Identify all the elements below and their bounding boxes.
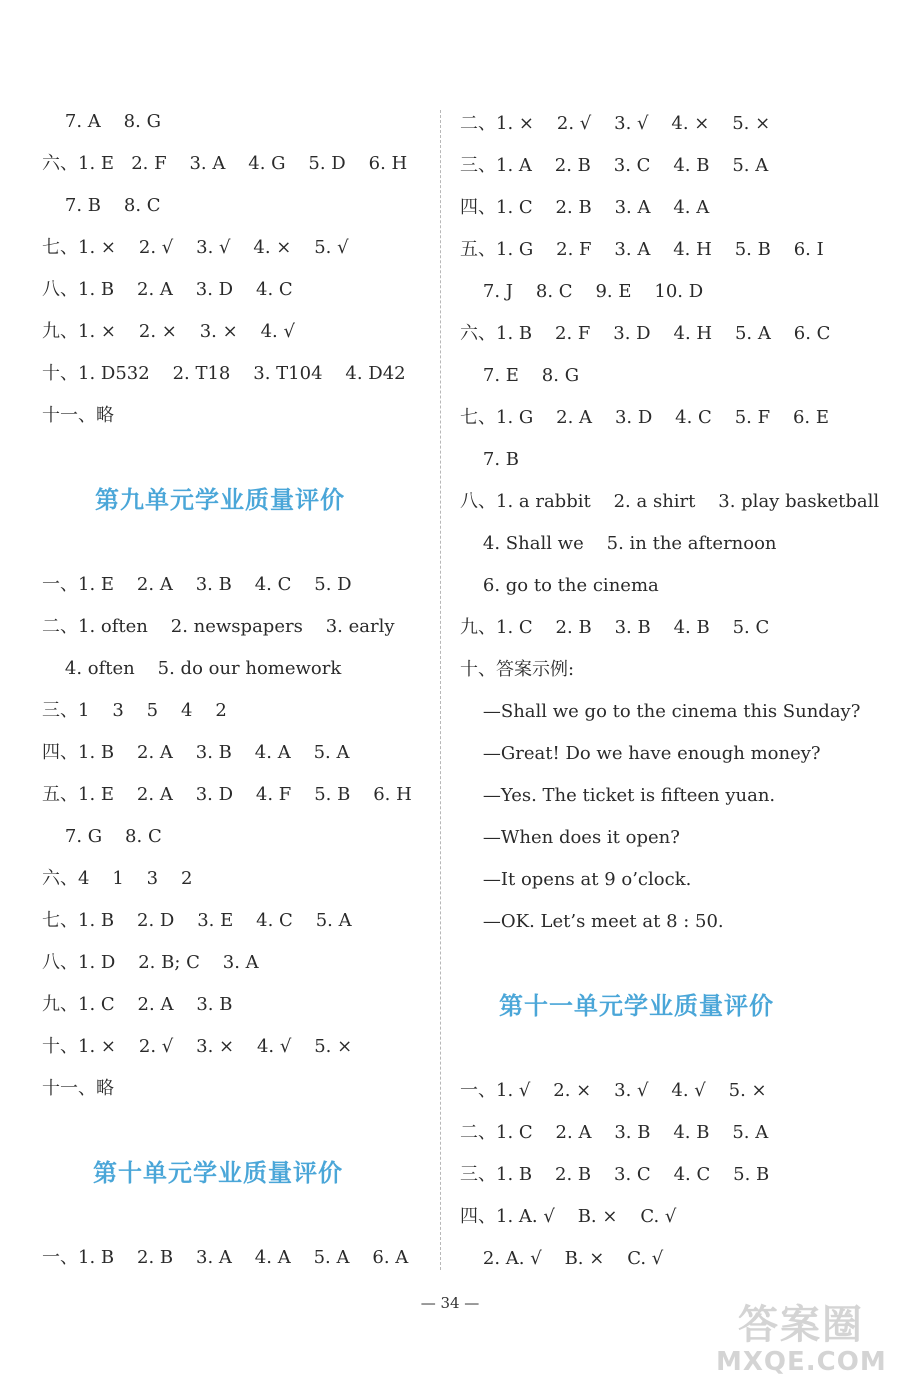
watermark-url: MXQE.COM <box>716 1347 887 1377</box>
answer-line: 五、1. E 2. A 3. D 4. F 5. B 6. H <box>42 784 412 805</box>
watermark-logo <box>716 1302 886 1382</box>
dialogue-line: —OK. Let’s meet at 8 : 50. <box>460 911 724 932</box>
answer-line: 九、1. C 2. A 3. B <box>42 994 233 1015</box>
answer-line: 七、1. B 2. D 3. E 4. C 5. A <box>42 910 352 931</box>
answer-line: 一、1. E 2. A 3. B 4. C 5. D <box>42 574 352 595</box>
answer-line: 八、1. a rabbit 2. a shirt 3. play basketball <box>460 491 880 512</box>
answer-line: 九、1. C 2. B 3. B 4. B 5. C <box>460 617 770 638</box>
answer-line: 十一、略 <box>42 1078 114 1099</box>
dialogue-line: —Shall we go to the cinema this Sunday? <box>460 701 861 722</box>
answer-line: 7. B <box>460 449 520 470</box>
answer-line: 七、1. G 2. A 3. D 4. C 5. F 6. E <box>460 407 830 428</box>
dialogue-line: —When does it open? <box>460 827 680 848</box>
answer-line: 二、1. C 2. A 3. B 4. B 5. A <box>460 1122 769 1143</box>
answer-line: 三、1. A 2. B 3. C 4. B 5. A <box>460 155 769 176</box>
answer-line: 四、1. C 2. B 3. A 4. A <box>460 197 710 218</box>
column-divider <box>440 110 441 1270</box>
answer-line: 4. often 5. do our homework <box>42 658 342 679</box>
dialogue-line: —It opens at 9 o’clock. <box>460 869 692 890</box>
dialogue-line: —Great! Do we have enough money? <box>460 743 821 764</box>
answer-line: 六、1. E 2. F 3. A 4. G 5. D 6. H <box>42 153 408 174</box>
answer-line: 四、1. A. √ B. × C. √ <box>460 1206 677 1227</box>
answer-line: 7. B 8. C <box>42 195 161 216</box>
answer-line: 六、4 1 3 2 <box>42 868 193 889</box>
answer-line: 三、1 3 5 4 2 <box>42 700 227 721</box>
answer-line: 六、1. B 2. F 3. D 4. H 5. A 6. C <box>460 323 831 344</box>
watermark-text: 答案圈 <box>738 1302 864 1348</box>
page-number: — 34 — <box>420 1294 480 1312</box>
section-heading: 第十单元学业质量评价 <box>93 1158 343 1187</box>
answer-line: 二、1. often 2. newspapers 3. early <box>42 616 395 637</box>
answer-line: 4. Shall we 5. in the afternoon <box>460 533 777 554</box>
answer-line: 四、1. B 2. A 3. B 4. A 5. A <box>42 742 350 763</box>
answer-line: 7. G 8. C <box>42 826 162 847</box>
dialogue-line: —Yes. The ticket is fifteen yuan. <box>460 785 776 806</box>
answer-line: 7. A 8. G <box>42 111 161 132</box>
answer-line: 6. go to the cinema <box>460 575 659 596</box>
answer-line: 八、1. B 2. A 3. D 4. C <box>42 279 293 300</box>
answer-line: 二、1. × 2. √ 3. √ 4. × 5. × <box>460 113 771 134</box>
answer-line: 7. J 8. C 9. E 10. D <box>460 281 704 302</box>
answer-line: 7. E 8. G <box>460 365 580 386</box>
answer-line: 十、1. D532 2. T18 3. T104 4. D42 <box>42 363 406 384</box>
section-heading: 第九单元学业质量评价 <box>95 485 345 514</box>
section-heading: 第十一单元学业质量评价 <box>499 991 774 1020</box>
answer-line: 十一、略 <box>42 405 114 426</box>
answer-line: 一、1. √ 2. × 3. √ 4. √ 5. × <box>460 1080 767 1101</box>
answer-line: 五、1. G 2. F 3. A 4. H 5. B 6. I <box>460 239 824 260</box>
answer-line: 八、1. D 2. B; C 3. A <box>42 952 259 973</box>
answer-line: 十、答案示例: <box>460 659 575 680</box>
answer-line: 十、1. × 2. √ 3. × 4. √ 5. × <box>42 1036 353 1057</box>
answer-line: 一、1. B 2. B 3. A 4. A 5. A 6. A <box>42 1247 409 1268</box>
answer-line: 三、1. B 2. B 3. C 4. C 5. B <box>460 1164 770 1185</box>
answer-line: 2. A. √ B. × C. √ <box>460 1248 664 1269</box>
answer-line: 九、1. × 2. × 3. × 4. √ <box>42 321 295 342</box>
answer-line: 七、1. × 2. √ 3. √ 4. × 5. √ <box>42 237 349 258</box>
